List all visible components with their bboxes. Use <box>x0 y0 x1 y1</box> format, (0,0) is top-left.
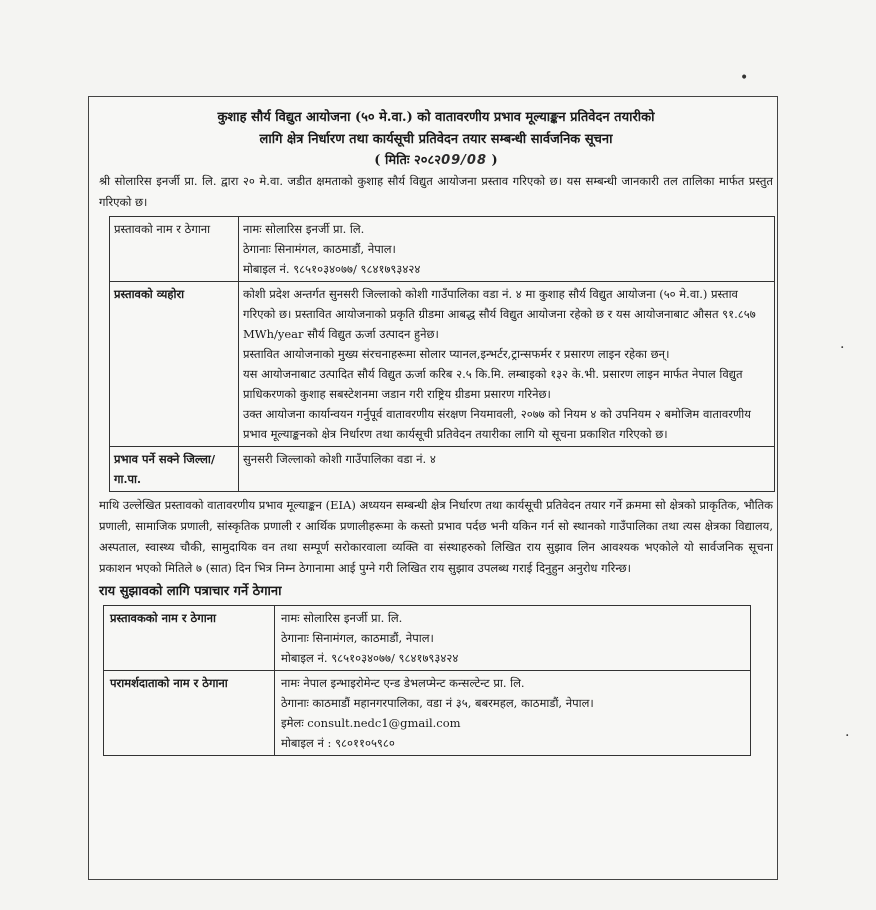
affected-area-value: सुनसरी जिल्लाको कोशी गाउँपालिका वडा नं. ४ <box>239 447 775 492</box>
consultant-label: परामर्शदाताको नाम र ठेगाना <box>104 671 275 756</box>
table-row <box>110 447 775 492</box>
description-para-2: प्रस्तावित आयोजनाको मुख्य संरचनाहरूमा सोलार प्यानल,इन्भर्टर,ट्रान्सफर्मर र प्रसारण लाइन रहेका छन्। <box>243 347 670 361</box>
notice-date <box>99 151 773 171</box>
description-para-3: यस आयोजनाबाट उत्पादित सौर्य विद्युत ऊर्जा करिब २.५ कि.मि. लम्बाइको १३२ के.भी. प्रसारण लाइन मार्फत नेपाल विद्युत प्राधिकरणको कुशाह सबस्टेशनमा जडान गरी राष्ट्रिय ग्रीडमा प्रसारण गरिनेछ। <box>243 367 743 401</box>
consultant-email: इमेलः consult.nedc1@gmail.com <box>281 716 461 730</box>
contact-heading: राय सुझावको लागि पत्राचार गर्ने ठेगाना <box>99 584 282 599</box>
consultant-name: नामः नेपाल इन्भाइरोमेन्ट एन्ड डेभलप्मेन्ट कन्सल्टेन्ट प्रा. लि. <box>281 676 525 690</box>
public-notice <box>88 96 778 880</box>
contact-table <box>103 605 751 756</box>
proposal-description <box>239 282 775 447</box>
table-row <box>104 671 751 756</box>
proponent-name: नामः सोलारिस इनर्जी प्रा. लि. <box>243 222 365 236</box>
description-para-4: उक्त आयोजना कार्यान्वयन गर्नुपूर्व वातावरणीय संरक्षण नियमावली, २०७७ को नियम ४ को उपनियम २ बमोजिम वातावरणीय प्रभाव मूल्याङ्कनको क्षेत्र निर्धारण तथा कार्यसूची प्रतिवेदन तयारीका लागि यो सूचना प्रकाशित गरिएको छ। <box>243 407 751 441</box>
consultant-details <box>275 671 751 756</box>
consultant-address: ठेगानाः काठमाडौं महानगरपालिका, वडा नं ३५, बबरमहल, काठमाडौं, नेपाल। <box>281 696 594 710</box>
date-handwritten: 09/08 <box>441 153 488 168</box>
affected-area-label: प्रभाव पर्ने सक्ने जिल्ला/ गा.पा. <box>110 447 239 492</box>
date-prefix: ( मितिः २०८२ <box>374 153 442 168</box>
contact-proponent-label: प्रस्तावकको नाम र ठेगाना <box>104 606 275 671</box>
speck-mark: . <box>840 336 845 352</box>
proposal-info-table <box>109 216 775 492</box>
intro-paragraph: श्री सोलारिस इनर्जी प्रा. लि. द्वारा २० मे.वा. जडीत क्षमताको कुशाह सौर्य विद्युत आयोजना प्रस्ताव गरिएको छ। यस सम्बन्धी जानकारी तल तालिका मार्फत प्रस्तुत गरिएको छ। <box>99 174 773 209</box>
date-suffix: ) <box>491 153 498 168</box>
speck-mark: • <box>740 70 749 86</box>
table-row <box>110 282 775 447</box>
request-paragraph: माथि उल्लेखित प्रस्तावको वातावरणीय प्रभाव मूल्याङ्कन (EIA) अध्ययन सम्बन्धी क्षेत्र निर्धारण तथा कार्यसूची प्रतिवेदन तयार गर्ने क्रममा सो क्षेत्रको प्राकृतिक, भौतिक प्रणाली, सामाजिक प्रणाली, सांस्कृतिक प्रणाली र आर्थिक प्रणालीहरूमा के कस्तो प्रभाव पर्दछ भनी यकिन गर्न सो स्थानको गाउँपालिका तथा त्यस क्षेत्रका विद्यालय, अस्पताल, स्वास्थ्य चौकी, सामुदायिक वन तथा सम्पूर्ण सरोकारवाला व्यक्ति वा संस्थाहरुको लिखित राय सुझाव लिन आवश्यक भएकोले यो सार्वजनिक सूचना प्रकाशन भएको मितिले ७ (सात) दिन भित्र निम्न ठेगानामा आई पुग्ने गरी लिखित राय सुझाव उपलब्ध गराई दिनुहुन अनुरोध गरिन्छ। <box>99 498 773 575</box>
contact-proponent-mobile: मोबाइल नं. ९८५१०३४०७७/ ९८४१७९३४२४ <box>281 651 459 665</box>
proponent-details <box>239 217 775 282</box>
proponent-label: प्रस्तावको नाम र ठेगाना <box>110 217 239 282</box>
contact-proponent-address: ठेगानाः सिनामंगल, काठमाडौं, नेपाल। <box>281 631 434 645</box>
consultant-mobile: मोबाइल नं : ९८०११०५९८० <box>281 736 395 750</box>
proponent-address: ठेगानाः सिनामंगल, काठमाडौं, नेपाल। <box>243 242 396 256</box>
description-para-1: कोशी प्रदेश अन्तर्गत सुनसरी जिल्लाको कोशी गाउँपालिका वडा नं. ४ मा कुशाह सौर्य विद्युत आयोजना (५० मे.वा.) प्रस्ताव गरिएको छ। प्रस्तावित आयोजनाको प्रकृति ग्रीडमा आबद्ध सौर्य विद्युत आयोजना रहेको छ र यस आयोजनाबाट औसत ९१.८५७ MWh/year सौर्य विद्युत ऊर्जा उत्पादन हुनेछ। <box>243 287 756 341</box>
notice-title-line1: कुशाह सौर्य विद्युत आयोजना (५० मे.वा.) को वातावरणीय प्रभाव मूल्याङ्कन प्रतिवेदन तयारीको <box>217 110 655 125</box>
notice-title-line2: लागि क्षेत्र निर्धारण तथा कार्यसूची प्रतिवेदन तयार सम्बन्धी सार्वजनिक सूचना <box>259 132 613 147</box>
contact-proponent-details <box>275 606 751 671</box>
speck-mark: . <box>845 724 850 740</box>
table-row <box>110 217 775 282</box>
table-row <box>104 606 751 671</box>
proponent-mobile: मोबाइल नं. ९८५१०३४०७७/ ९८४१७९३४२४ <box>243 262 421 276</box>
contact-proponent-name: नामः सोलारिस इनर्जी प्रा. लि. <box>281 611 403 625</box>
proposal-description-label: प्रस्तावको व्यहोरा <box>110 282 239 447</box>
